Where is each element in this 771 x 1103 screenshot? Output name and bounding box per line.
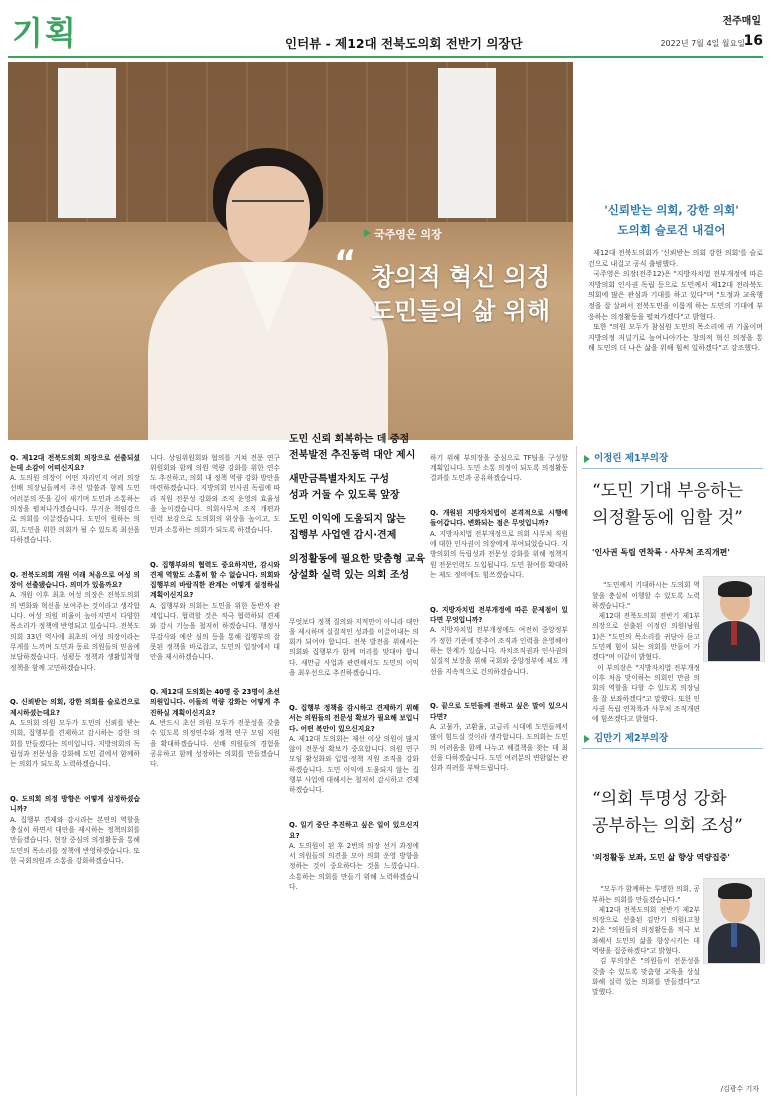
article-column-4 (430, 432, 571, 784)
hero-headline (348, 260, 573, 328)
subhead-line: 성과 거둘 수 있도록 앞장 (289, 490, 400, 501)
answer-text: A. 집행부 견제와 감시라는 본연의 역할을 충실히 하면서 대안을 제시하는 정책의회를 만들겠습니다. 현장 중심의 의정활동을 통해 도민의 목소리를 정책에 반영하겠습니다. 또한 국회의원과 소통을 강화하겠습니다. (10, 815, 143, 865)
qa-block (10, 570, 143, 673)
question-text: Q. 끝으로 도민들께 전하고 싶은 말이 있으시다면? (430, 702, 568, 721)
profile-1-subtitle: '인사권 독립 연착륙 · 사무처 조직개편' (592, 548, 730, 557)
subhead-line: 도민 이익에 도움되지 않는 (289, 514, 406, 525)
answer-text: A. 지방자치법 전부개정으로 의회 사무처 직원에 대한 인사권이 의장에게 부여되었습니다. 지방의회의 독립성과 전문성 강화를 위해 정책지원 전문인력도 도입됩니다. 도민 참여를 확대하는 제도 정비에도 힘쓰겠습니다. (430, 529, 568, 579)
qa-block (10, 697, 143, 769)
answer-text: 무엇보다 정책 질의와 지적만이 아니라 대안을 제시하며 실질적인 성과를 이끌어내는 의회가 되어야 합니다. 전북 발전을 위해서는 의회와 집행부가 함께 머리를 맞대야 합니다. 새만금 사업과 관련해서도 도민의 이익을 최우선으로 추진하겠습니다. (289, 617, 422, 678)
photo-wall-panel (58, 68, 116, 218)
question-text: Q. 지방자치법 전부개정에 따른 문제점이 있다면 무엇입니까? (430, 605, 568, 625)
answer-text: A. 지방자치법 전부개정에도 여전히 중앙정부가 정한 기준에 맞추어 조직과 인력을 운영해야 하는 한계가 있습니다. 자치조직권과 인사권의 실질적 보장을 위해 국회와 중앙정부에 제도 개선을 지속적으로 건의하겠습니다. (430, 626, 571, 676)
question-text: Q. 일기 중단 추진하고 싶은 일이 있으신지요? (289, 821, 419, 840)
question-text: Q. 집행부 정책을 감시하고 견제하기 위해서는 의원들의 전문성 확보가 필요해 보입니다. 어떤 복안이 있으신지요? (289, 703, 420, 733)
qa-block (289, 617, 422, 679)
qa-block (10, 794, 143, 866)
profile-2-photo (703, 878, 765, 964)
reporter-byline: /김광수 기자 (720, 1085, 759, 1093)
hero-headline-line-2: 도민들의 삶 위해 (371, 296, 550, 325)
subhead-line: 의정활동에 필요한 맞춤형 교육 (289, 554, 426, 565)
answer-text: A. 도의원이 된 후 2번의 의장 선거 과정에서 의원들의 의견을 모아 의회 운영 방향을 정하는 것이 중요하다는 것을 느꼈습니다. 소통하는 의회를 만들기 위해 노력하겠습니다. (289, 841, 422, 892)
qa-block (150, 560, 283, 663)
profile-2-quote-line-2: 공부하는 의회 조성” (592, 816, 743, 836)
photo-tie (731, 923, 737, 947)
issue-date: 2022년 7월 4일 월요일 (660, 39, 745, 48)
qa-block (430, 508, 571, 580)
subhead-group-3 (289, 512, 406, 544)
quote-mark-icon: “ (334, 243, 357, 283)
side-summary (580, 62, 763, 440)
answer-text: A. 개원 이후 최초 여성 의장은 전북도의회의 변화와 혁신을 보여주는 것이라고 생각합니다. 여성 의원 비율이 높아지면서 다양한 목소리가 정책에 반영되고 있습니다. 전북도의회 33년 역사에 최초의 여성 의장이라는 무게를 느끼며 도민과 동료 의원들의 믿음에 보답하겠습니다. 성평등 정책과 생활밀착형 정책을 함께 고민하겠습니다. (10, 591, 143, 672)
qa-block (430, 605, 571, 677)
portrait-glasses (232, 200, 304, 216)
qa-block (10, 453, 143, 546)
photo-hair (718, 883, 752, 899)
profile-2-name-tag: 김만기 제2부의장 (594, 733, 669, 744)
hero-headline-line-1: 창의적 혁신 의정 (371, 262, 550, 291)
question-text: Q. 제12대 전북도의회 의장으로 선출되셨는데 소감이 어떠신지요? (10, 453, 140, 472)
article-column-2 (150, 432, 283, 780)
page-header (0, 0, 771, 58)
triangle-marker-icon (364, 229, 371, 237)
profile-2-quote-line-1: “의회 투명성 강화 (592, 789, 727, 809)
subhead-line: 도민 신뢰 회복하는 데 중점 (289, 434, 410, 445)
speaker-name-tag: 국주영은 의장 (374, 228, 442, 241)
profile-1-photo (703, 576, 765, 662)
subhead-line: 새만금특별자치도 구성 (289, 474, 390, 485)
page-title: 인터뷰 - 제12대 전북도의회 전반기 의장단 (285, 36, 523, 51)
profile-1-body-top (592, 570, 700, 724)
answer-text: A. 고물가, 고환율, 고금리 시대에 도민들께서 많이 힘드실 것이라 생각합니다. 도의회는 도민의 어려움을 함께 나누고 해결책을 찾는 데 최선을 다하겠습니다. 도민 여러분의 변함없는 관심과 격려를 부탁드립니다. (430, 723, 571, 773)
subhead-group-2 (289, 472, 400, 504)
answer-text: A. 제12대 도의회는 재선 이상 의원이 많지 않아 전문성 확보가 중요합니다. 의원 연구 모임 활성화와 입법·정책 지원 조직을 강화하겠습니다. 도민 이익에 도움되지 않는 집행부 사업에 대해서는 철저히 감시하고 견제하겠습니다. (289, 734, 422, 795)
article-column-3 (289, 596, 422, 903)
subhead-group-1 (289, 432, 415, 464)
qa-block (150, 453, 283, 535)
question-text: Q. 제12대 도의회는 40명 중 23명이 초선 의원입니다. 이들의 역량 강화는 어떻게 추진하실 계획이신지요? (150, 688, 283, 717)
qa-block (289, 820, 422, 892)
question-text: Q. 신뢰받는 의회, 강한 의회를 슬로건으로 제시하셨는데요? (10, 698, 143, 717)
qa-block (150, 687, 283, 769)
side-body-text: 제12대 전북도의회가 '신뢰받는 의회 강한 의회'를 슬로건으로 내걸고 공식 출범했다. 국주영은 의장(전주12)은 "지방자치법 전부개정에 따른 지방의회 인사권 독립 등으로 도민께서 제12대 전라북도의회에 많은 관심과 기대를 하고 있다"며 "도정과 교육행정을 잘 살펴서 전북도민을 이롭게 하는 도민의 기대에 부응하는 의정활동을 펼쳐가겠다"고 밝혔다. 또한 "의원 모두가 참심원 도민의 목소리에 귀 기울이며 지방의정 저널기로 높여나아가는 창의적 혁신 의정을 통해 도민의 더 나은 삶을 위해 힘써 일하겠다"고 강조했다. (588, 249, 764, 353)
answer-text: 니다. 상임위원회와 협의를 거쳐 전문 연구위원회와 함께 의원 역량 강화를 위한 연수도 추진하고, 의회 내 정책 역량 강화 방안을 마련하겠습니다. 지방의회 인사권 독립에 따라 직원 전문성 강화와 조직 운영의 효율성을 높이겠습니다. 의회사무처 조직 개편과 인력 보강으로 도의회의 위상을 높이고, 도민과 소통하는 의회가 되도록 하겠습니다. (150, 453, 283, 534)
photo-hair (718, 581, 752, 597)
subhead-line: 상설화 실력 있는 의회 조성 (289, 570, 410, 581)
answer-text: 하기 위해 부의장을 중심으로 TF팀을 구성할 계획입니다. 도민 소통 의정이 되도록 의정활동 결과를 도민과 공유하겠습니다. (430, 453, 571, 483)
subhead-group-4 (289, 552, 425, 584)
qa-block (430, 453, 571, 484)
profile-1-rule (582, 468, 763, 469)
question-text: Q. 집행부와의 협력도 중요하지만, 감시와 견제 역할도 소홀히 할 수 없습니다. 의회와 집행부의 바람직한 관계는 어떻게 설정하실 계획이신지요? (150, 560, 283, 600)
profile-2-subtitle: '의정활동 보좌, 도민 삶 향상 역량집중' (592, 853, 730, 862)
triangle-marker-icon (584, 455, 590, 463)
question-text: Q. 개원된 지방자치법이 본격적으로 시행에 들어갑니다. 변화되는 점은 무엇입니까? (430, 509, 571, 528)
triangle-marker-icon (584, 735, 590, 743)
profile-1-body-text: "도민께서 기대하시는 도의회 역할을 충실히 이행할 수 있도록 노력하겠습니다." 제12대 전북도의회 전반기 제1부의장으로 선출된 이정린 의원(남원1)은 "도민의 목소리를 귀담아 듣고 도민께 힘이 되는 의회를 만들어 가겠다"며 이같이 밝혔다. 이 부의장은 "지방자치법 전부개정 이후 처음 맞이하는 의회인 만큼 의회의 역할을 다할 수 있도록 의장님을 잘 보좌하겠다"고 말했다. 또한 인사권 독립 연착륙과 사무처 조직개편에 힘쓰겠다고 밝혔다. (592, 581, 701, 724)
profile-2-body (592, 874, 700, 998)
profile-2-body-text: "모두가 함께하는 투명한 의회, 공부하는 의회를 만들겠습니다." 제12대 전북도의회 전반기 제2부의장으로 선출된 김만기 의원(고창2)은 "의원들의 의정활동을 적극 보좌해서 도민의 삶을 향상시키는 데 역량을 집중하겠다"고 밝혔다. 김 부의장은 "의원들이 전문성을 갖출 수 있도록 맞춤형 교육을 상설화해 실력 있는 의회를 만들겠다"고 말했다. (592, 885, 700, 997)
answer-text: A. 도의회 의원 모두가 도민의 신뢰를 받는 의회, 집행부를 견제하고 감시하는 강한 의회를 만들겠다는 의미입니다. 지방의회의 독립성과 전문성을 강화해 도민 곁에서 함께하는 의회가 되도록 노력하겠습니다. (10, 719, 143, 769)
photo-wall-panel (438, 68, 496, 218)
profile-1-quote (592, 478, 743, 532)
qa-block (430, 701, 571, 773)
answer-text: A. 집행부와 의회는 도민을 위한 동반자 관계입니다. 협력할 것은 적극 협력하되 견제와 감시 기능을 철저히 하겠습니다. 행정사무감사와 예산 심의 등을 통해 집행부의 잘못된 정책을 바로잡고, 도민의 입장에서 대안을 제시하겠습니다. (150, 601, 280, 662)
hero-photo (8, 62, 573, 440)
side-heading-1: '신뢰받는 의회, 강한 의회' (604, 203, 739, 217)
subhead-line: 집행부 사업엔 감시·견제 (289, 530, 397, 541)
question-text: Q. 전북도의회 개원 이래 처음으로 여성 의장이 선출됐습니다. 의미가 있을까요? (10, 570, 140, 590)
answer-text: A. 도의원 의장이 어떤 자리인지 여러 의장 선배 의장님들께서 주신 말씀과 함께 도민 여러분의 뜻을 깊이 새기며 도민과 소통하는 의정을 펼쳐나가겠습니다. 무거운 책임감으로 의회를 이끌겠습니다. 도민이 원하는 의회, 도민을 위한 의회가 될 수 있도록 최선을 다하겠습니다. (10, 474, 143, 544)
qa-block (289, 703, 422, 796)
page-number: 16 (743, 33, 763, 49)
profile-1-name-tag: 이정린 제1부의장 (594, 453, 669, 464)
profile-2-rule (582, 748, 763, 749)
article-column-1 (10, 432, 143, 876)
subhead-line: 전북발전 추진동력 대안 제시 (289, 450, 416, 461)
profile-1-quote-line-2: 의정활동에 임할 것” (592, 508, 743, 528)
question-text: Q. 도의회 의정 방향은 어떻게 설정하셨습니까? (10, 795, 140, 814)
side-heading-2: 도의회 슬로건 내걸어 (617, 223, 726, 237)
profile-2-quote (592, 786, 743, 840)
answer-text: A. 반드시 초선 의원 모두가 전문성을 갖출 수 있도록 의정연수와 정책 연구 모임 지원을 확대하겠습니다. 선배 의원들의 경험을 공유하고 함께 성장하는 의회를 만들겠습니다. (150, 719, 283, 769)
newspaper-name: 전주매일 (722, 16, 761, 27)
photo-tie (731, 621, 737, 645)
header-rule (8, 56, 763, 58)
section-logo: 기획 (12, 14, 78, 52)
column-divider (576, 446, 577, 1096)
profile-1-quote-line-1: “도민 기대 부응하는 (592, 481, 743, 501)
